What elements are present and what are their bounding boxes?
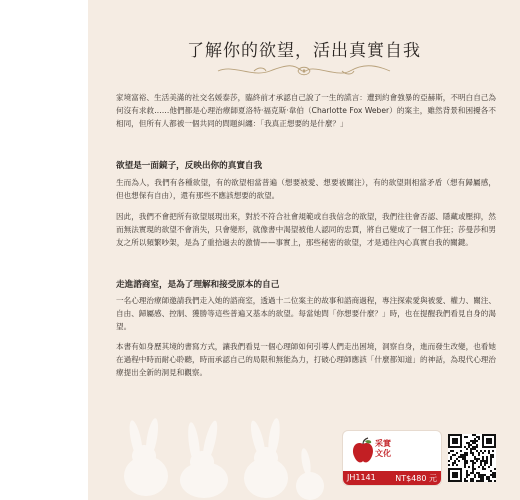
product-code: JH1141	[347, 473, 376, 482]
intro-paragraph: 家境富裕、生活美滿的社交名媛泰莎，臨終前才承認自己說了一生的謊言：遭到約會強暴的亞赫斯，不明白自己為何沒有求救……他們都是心理治療師夏洛特·福克斯·韋伯（Charlotte Fox Weber）的案主，雖然背景和困擾各不相同，但所有人都被一個共同的問題糾纏：「我真正想要的是什麼？」	[116, 93, 496, 128]
publisher-name	[375, 439, 391, 459]
ornament-divider-icon	[214, 62, 394, 80]
price-tag	[342, 430, 442, 486]
section1-paragraph-2: 因此，我們不會把所有欲望展現出來，對於不符合社會規範或自我信念的欲望，我們往往會否認、隱藏或壓抑，然而無法實現的欲望不會消失，只會變形，就像書中渴望被他人認同的忠賈，將自己變成了一個工作狂；莎曼莎和男友之所以頻繁吵架，是為了重拾過去的激情——事實上，那些秘密的欲望，才是通往內心真實自我的關鍵。	[116, 212, 496, 247]
qr-code-icon	[448, 434, 496, 482]
page-title: 了解你的欲望，活出真實自我	[187, 41, 421, 61]
section1-heading: 欲望是一面鏡子，反映出你的真實自我	[116, 161, 263, 171]
section2-heading: 走進諮商室，是為了理解和接受原本的自己	[116, 280, 280, 290]
publisher-name-line-2: 文化	[375, 449, 391, 458]
section2-paragraph-2: 本書有如身歷其境的書寫方式，讓我們看見一個心理師如何引導人們走出困境，洞察自身，進而發生改變，也看她在過程中時而耐心聆聽，時而承認自己的局限和無能為力，打破心理師應該「什麼都知道」的神話，為現代心理治療提出全新的洞見和觀察。	[116, 342, 496, 377]
price-value: NT$480 元	[395, 474, 437, 483]
rabbit-silhouettes-icon	[108, 378, 328, 500]
price-bar	[343, 471, 441, 485]
section2-paragraph-1: 一名心理治療師邀請我們走入她的諮商室，透過十二位案主的故事和諮商過程，專注探索愛與被愛、權力、關注、自由、歸屬感、控制、獲勝等這些普遍又基本的欲望。每當她問「你想要什麼？」時，也在提醒我們看見自身的渴望。	[116, 296, 496, 331]
publisher-logo-icon	[349, 437, 377, 467]
section1-paragraph-1: 生而為人，我們有各種欲望，有的欲望相當普遍（想要被愛、想要被關注），有的欲望則相當矛盾（想有歸屬感，但也想保有自由），還有那些不應該想要的欲望。	[116, 178, 496, 200]
publisher-name-line-1: 采實	[375, 439, 391, 448]
book-back-cover	[88, 0, 520, 500]
